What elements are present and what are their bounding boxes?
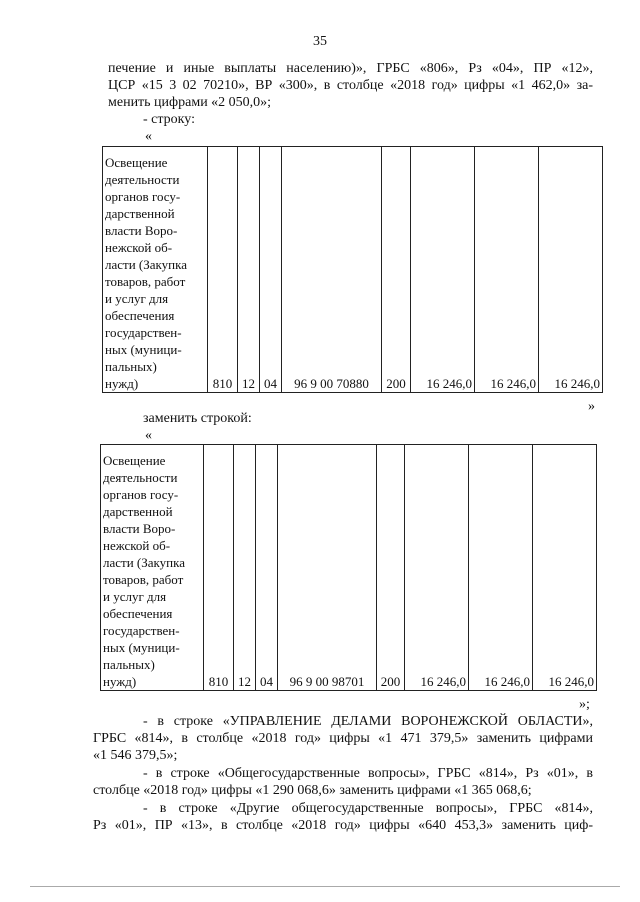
name-line: и услуг для: [103, 589, 167, 604]
table-row: [103, 147, 603, 393]
intro-line-3: менить цифрами «2 050,0»;: [108, 95, 272, 110]
name-line: нежской об-: [105, 240, 173, 255]
name-line: пальных): [103, 657, 155, 672]
amount-cell: 16 246,0: [475, 147, 539, 393]
name-line: ных (муници-: [103, 640, 180, 655]
row-name-cell: [103, 147, 208, 393]
intro-line-2: ЦСР «15 3 02 70210», ВР «300», в столбце «2018 год» цифры «1 462,0» за-: [108, 78, 593, 93]
name-line: обеспечения: [105, 308, 175, 323]
pr-cell: 04: [256, 445, 278, 691]
item-1-line-2: ГРБС «814», в столбце «2018 год» цифры «1 471 379,5» заменить цифрами: [93, 731, 593, 746]
name-line: органов госу-: [105, 189, 181, 204]
item-2-line-2: столбце «2018 год» цифры «1 290 068,6» заменить цифрами «1 365 068,6;: [93, 783, 532, 798]
open-quote-2: «: [145, 428, 152, 443]
amount-cell: 16 246,0: [539, 147, 603, 393]
name-line: товаров, работ: [105, 274, 186, 289]
name-line: деятельности: [103, 470, 178, 485]
close-quote-1: »: [588, 399, 595, 414]
item-1-line-3: «1 546 379,5»;: [93, 748, 178, 763]
intro-line-1: печение и иные выплаты населению)», ГРБС «806», Рз «04», ПР «12»,: [108, 61, 593, 76]
csr-cell: 96 9 00 70880: [282, 147, 382, 393]
amount-cell: 16 246,0: [411, 147, 475, 393]
vr-cell: 200: [377, 445, 405, 691]
name-line: нужд): [103, 674, 137, 689]
name-line: нежской об-: [103, 538, 171, 553]
grbs-cell: 810: [204, 445, 234, 691]
page-number: 35: [313, 34, 327, 49]
name-line: обеспечения: [103, 606, 173, 621]
name-line: государствен-: [103, 623, 180, 638]
vr-cell: 200: [382, 147, 411, 393]
budget-table-original: [102, 146, 603, 393]
name-line: власти Воро-: [105, 223, 178, 238]
name-line: ных (муници-: [105, 342, 182, 357]
name-line: товаров, работ: [103, 572, 184, 587]
amount-cell: 16 246,0: [533, 445, 597, 691]
name-line: Освещение: [105, 155, 168, 170]
csr-cell: 96 9 00 98701: [278, 445, 377, 691]
name-line: дарственной: [103, 504, 173, 519]
page-bottom-divider: [30, 886, 620, 887]
grbs-cell: 810: [208, 147, 238, 393]
item-3-line-1: - в строке «Другие общегосударственные вопросы», ГРБС «814»,: [143, 801, 593, 816]
name-line: ласти (Закупка: [105, 257, 188, 272]
intro-line-4: - строку:: [143, 112, 195, 127]
rz-cell: 12: [234, 445, 256, 691]
item-3-line-2: Рз «01», ПР «13», в столбце «2018 год» цифры «640 453,3» заменить циф-: [93, 818, 593, 833]
rz-cell: 12: [238, 147, 260, 393]
name-line: государствен-: [105, 325, 182, 340]
row-name-cell: [101, 445, 204, 691]
name-line: ласти (Закупка: [103, 555, 186, 570]
name-line: пальных): [105, 359, 157, 374]
item-1-line-1: - в строке «УПРАВЛЕНИЕ ДЕЛАМИ ВОРОНЕЖСКОЙ ОБЛАСТИ»,: [143, 714, 593, 729]
amount-cell: 16 246,0: [405, 445, 469, 691]
open-quote-1: «: [145, 129, 152, 144]
name-line: и услуг для: [105, 291, 169, 306]
name-line: органов госу-: [103, 487, 179, 502]
name-line: Освещение: [103, 453, 166, 468]
table-row: [101, 445, 597, 691]
name-line: деятельности: [105, 172, 180, 187]
amount-cell: 16 246,0: [469, 445, 533, 691]
name-line: нужд): [105, 376, 139, 391]
name-line: власти Воро-: [103, 521, 176, 536]
budget-table-replacement: [100, 444, 597, 691]
replace-label: заменить строкой:: [143, 411, 252, 426]
pr-cell: 04: [260, 147, 282, 393]
close-quote-2: »;: [579, 697, 590, 712]
name-line: дарственной: [105, 206, 175, 221]
item-2-line-1: - в строке «Общегосударственные вопросы», ГРБС «814», Рз «01», в: [143, 766, 593, 781]
